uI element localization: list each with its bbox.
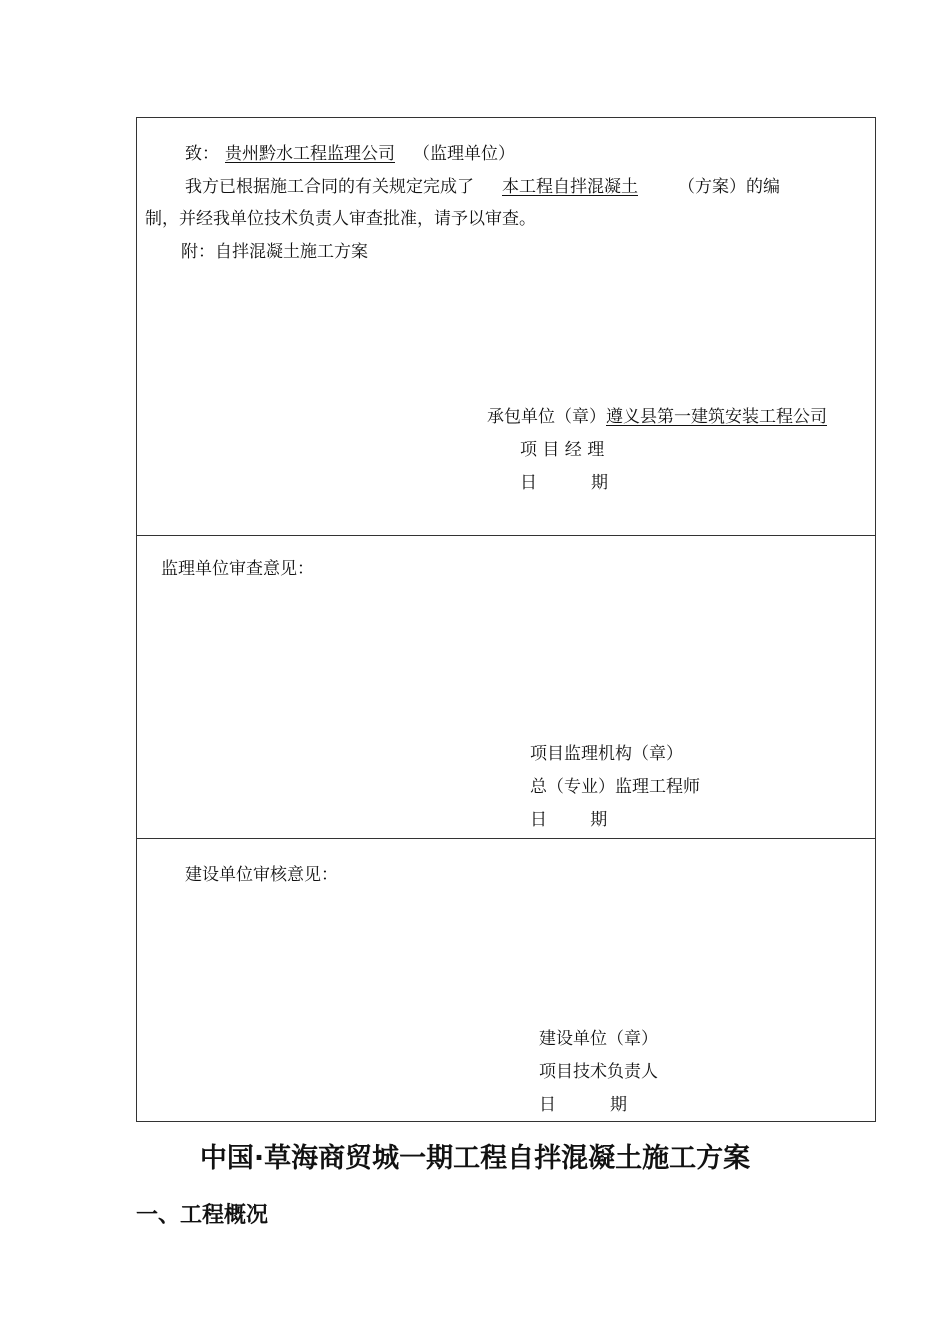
- date-label-contractor: 日 期: [520, 473, 609, 493]
- document-title: 中国·草海商贸城一期工程自拌混凝土施工方案: [199, 1143, 751, 1174]
- statement-line-2: 制，并经我单位技术负责人审查批准，请予以审查。: [145, 209, 536, 229]
- contractor-label: 承包单位（章）: [487, 407, 606, 427]
- approval-form-table: [136, 117, 876, 1122]
- owner-unit-label: 建设单位（章）: [539, 1029, 658, 1049]
- project-manager-label: 项 目 经 理: [520, 440, 605, 460]
- contractor-company: 遵义县第一建筑安装工程公司: [606, 407, 827, 427]
- tech-lead-label: 项目技术负责人: [539, 1062, 658, 1082]
- to-suffix: （监理单位）: [413, 144, 515, 164]
- date-label-supervision: 日 期: [530, 810, 608, 830]
- submission-section: [137, 118, 875, 536]
- supervision-review-section: [137, 536, 875, 839]
- chief-engineer-label: 总（专业）监理工程师: [530, 777, 700, 797]
- contractor-line: [487, 407, 835, 427]
- owner-opinion-label: 建设单位审核意见：: [185, 865, 338, 885]
- to-label: 致：: [185, 144, 219, 164]
- statement-line: [185, 177, 780, 197]
- supervision-opinion-label: 监理单位审查意见：: [161, 559, 314, 579]
- plan-name: 本工程自拌混凝土: [502, 177, 638, 197]
- supervision-org-label: 项目监理机构（章）: [530, 744, 683, 764]
- statement-suffix: （方案）的编: [678, 177, 780, 197]
- statement-prefix: 我方已根据施工合同的有关规定完成了: [185, 177, 474, 197]
- section-1-heading: 一、工程概况: [136, 1203, 269, 1228]
- supervision-company: 贵州黔水工程监理公司: [225, 144, 395, 164]
- date-label-owner: 日 期: [539, 1095, 628, 1115]
- owner-review-section: [137, 839, 875, 1121]
- recipient-line: [185, 144, 515, 164]
- attachment-line: 附：自拌混凝土施工方案: [181, 242, 368, 262]
